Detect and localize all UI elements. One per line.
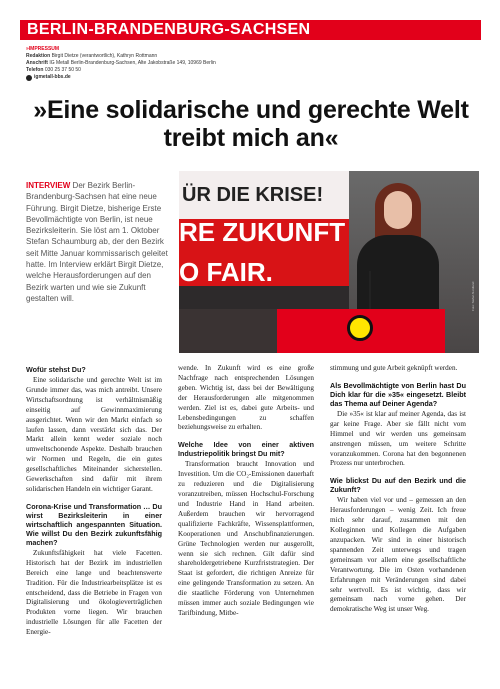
impressum-label: »IMPRESSUM (26, 46, 60, 52)
answer-paragraph: wende. In Zukunft wird es eine große Nachfrage nach entsprechenden Lösungen geben. Wichtig ist, dass bei der Bewältigung der Herausforderungen alle mitgenommen werden. Ziel ist es, dabei gute Arbeits- und Lebensbedingungen zu schaffen beziehungsweise zu erhalten. (178, 364, 314, 432)
text-column-3 (330, 364, 466, 615)
answer-paragraph: Die »35« ist klar auf meiner Agenda, das ist gar keine Frage. Aber sie fällt nicht vom Himmel und wir werden uns gemeinsam anstrengen müssen, um weitere Schritte voranzukommen. Corona hat den begonnenen Prozess nur unterbrochen. (330, 409, 466, 468)
answer-paragraph: stimmung und gute Arbeit geknüpft werden. (330, 364, 458, 372)
question-heading: Wofür stehst Du? (26, 365, 86, 374)
impressum (26, 46, 466, 81)
photo-crowd (179, 309, 277, 353)
impressum-anschrift: Anschrift IG Metall Berlin-Brandenburg-Sachsen, Alte Jakobstraße 149, 10969 Berlin (26, 60, 216, 66)
photo-credit: Foto: Stefan Nordlund (471, 281, 475, 311)
web-icon (26, 75, 32, 81)
banner-text-2: RE ZUKUNFT (179, 217, 346, 247)
article-lead (26, 180, 172, 304)
speaker-podium (277, 309, 445, 353)
impressum-redaktion: Redaktion Birgit Dietze (verantwortlich), Kathryn Rottmann (26, 53, 158, 59)
microphone-icon (369, 271, 371, 311)
speaker-face (384, 191, 412, 229)
answer-paragraph: Transformation braucht Innovation und Investition. Um die CO₂-Emissionen dauerhaft zu reduzieren und die Digitalisierung voranzutreiben, müssen Hochschul-Forschung und Industrie Hand in Hand arbeiten. Außerdem brauchen wir hervorragend qualifizierte Fachkräfte, Wissensplattformen, Kooperationen und Anschubfinanzierungen. Grüne Technologien werden nur ausgerollt, wenn sie sich rechnen. Gilt dafür sind shareholdergetriebene Kurzfriststrategien. Der Staat ist gefordert, die richtigen Anreize für eine gelingende Transformation zu setzen. An die staatliche Förderung von Unternehmen müssen immer auch soziale Bedingungen wie Tarifbindung, Mitbe- (178, 460, 314, 617)
answer-paragraph: Wir haben viel vor und – gemessen an den Herausforderungen – wenig Zeit. Ich freue mich sehr darauf, zusammen mit den Kolleginnen und Kollegen die Aufgaben anzupacken. Wir sind in einer historisch spannenden Zeit unterwegs und tragen gemeinsam vor allem eine gesellschaftliche Verantwortung. Die im Osten vorhandenen Erfahrungen mit Veränderungen sind dabei sehr wertvoll. Es ist wichtig, dass wir gemeinsam nach vorne gehen. Der demokratische Weg ist unser Weg. (330, 496, 466, 614)
question-heading: Corona-Krise und Transformation … Du wirst Bezirksleiterin in einer wirtschaftlich angespannten Situation. Wie willst Du den Bezirk zukunftsfähig machen? (26, 501, 162, 547)
question-heading: Als Bevollmächtigte von Berlin hast Du Dich klar für die »35« eingesetzt. Bleibt das Thema auf Deiner Agenda? (330, 380, 466, 408)
banner-text-1: ÜR DIE KRISE! (179, 171, 349, 219)
question-heading: Wie blickst Du auf den Bezirk und die Zukunft? (330, 476, 466, 495)
section-header: BERLIN-BRANDENBURG-SACHSEN (20, 20, 481, 40)
answer-paragraph: Eine solidarische und gerechte Welt ist im Grunde immer das, was mich antreibt. Unsere Wirtschaftsordnung ist verhältnismäßig einseitig auf Gewinnmaximierung ausgerichtet. Wenn wir den Markt einfach so laufen lassen, dann verstärkt sich das. Der Markt allein kennt weder soziale noch umweltschonende Aspekte. Deshalb brauchen wir Normen und Regeln, die ein gutes gesellschaftliches Miteinander sicherstellen. Gewerkschaften sind dafür mit ihrem solidarischen Handeln ein wichtiger Garant. (26, 376, 162, 493)
text-column-2 (178, 364, 314, 619)
banner-text-3: O FAIR. (179, 257, 273, 287)
text-column-1 (26, 364, 162, 638)
lead-text: Der Bezirk Berlin-Brandenburg-Sachsen hat eine neue Führung. Birgit Dietze, bisherige Erste Bevollmächtigte von Berlin, ist neue Bezirksleiterin. Sie löst am 1. Oktober Stefan Schaumburg ab, der den Bezirk seit Mitte Januar kommissarisch geleitet hatte. Im Interview erklärt Birgit Dietze, welche Herausforderungen auf den Bezirk warten und wie sie Zukunft gestalten will. (26, 181, 168, 303)
lead-keyword: INTERVIEW (26, 181, 71, 190)
article-photo (179, 171, 479, 353)
impressum-web[interactable]: igmetall-bbs.de (26, 74, 466, 81)
answer-paragraph: Zukunftsfähigkeit hat viele Facetten. Historisch hat der Bezirk im industriellen Bereich eine lange und beachtenswerte Tradition. Für die Industriearbeitsplätze ist es entscheidend, dass die Betriebe in Fragen von Digitalisierung und ökologieverträglichen Produkten vorne liegen. Wir brauchen industrielle Lösungen für alle Facetten der Energie- (26, 548, 162, 637)
article-headline: »Eine solidarische und gerechte Welt treibt mich an« (33, 96, 469, 152)
question-heading: Welche Idee von einer aktiven Industriepolitik bringst Du mit? (178, 440, 314, 459)
impressum-telefon: Telefon 030 25 37 50 50 (26, 67, 81, 73)
podium-logo (347, 315, 373, 341)
